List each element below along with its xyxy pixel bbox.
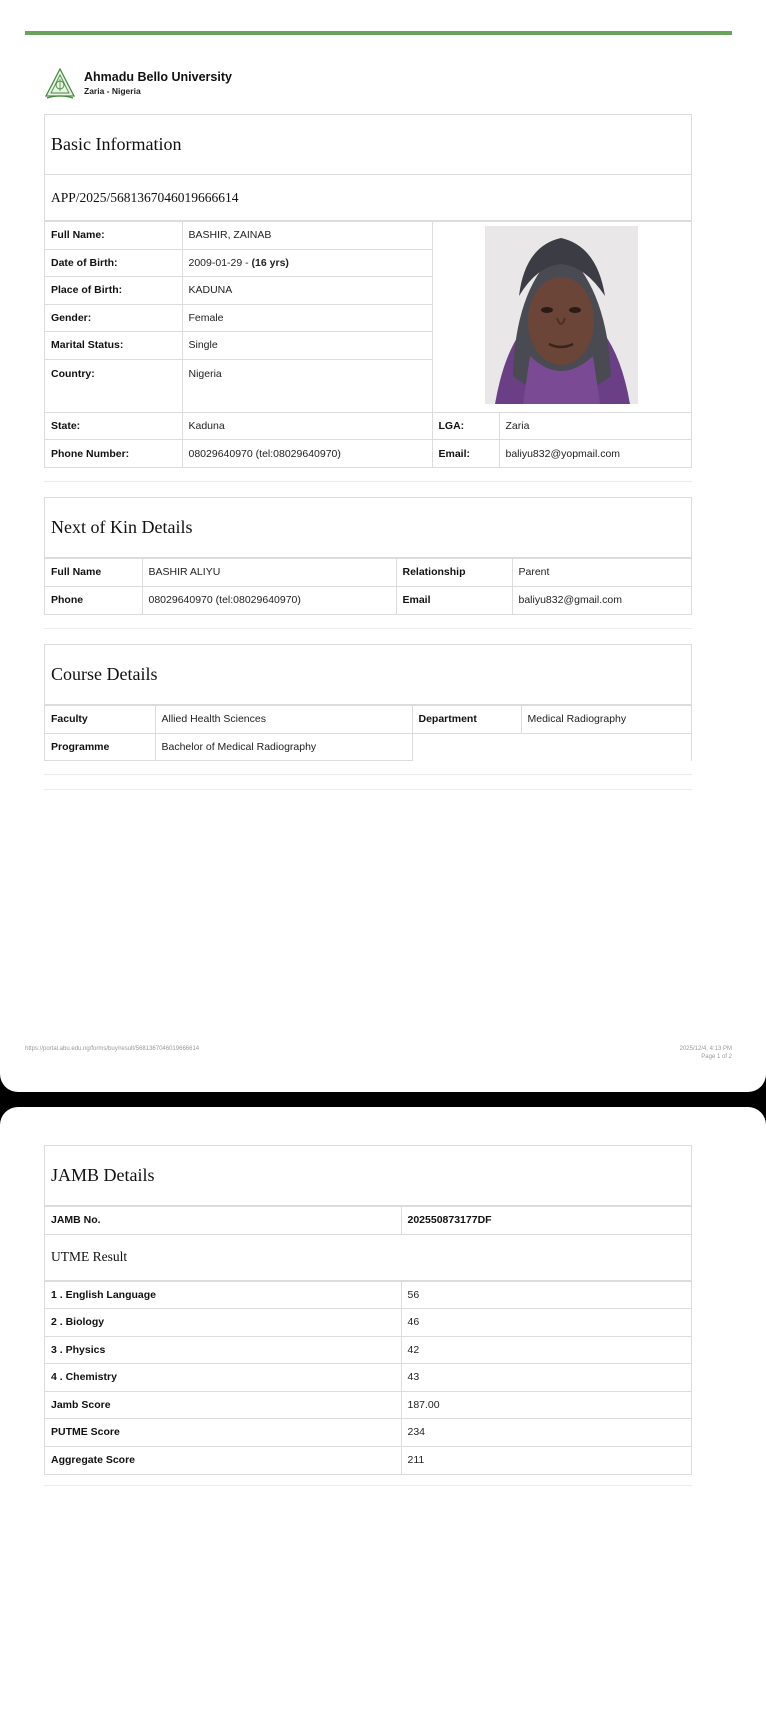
nok-full-name-label: Full Name <box>45 559 142 587</box>
age-value: (16 yrs) <box>251 256 289 269</box>
application-number: APP/2025/5681367046019666614 <box>45 175 691 221</box>
accent-bar <box>25 31 732 35</box>
full-name-label: Full Name: <box>45 222 182 250</box>
email-label: Email: <box>432 440 499 468</box>
subject-label: 4 . Chemistry <box>45 1364 401 1392</box>
divider <box>44 481 692 482</box>
utme-result-heading: UTME Result <box>45 1235 691 1281</box>
next-of-kin-card <box>44 497 692 615</box>
country-label: Country: <box>45 359 182 412</box>
gender-label: Gender: <box>45 304 182 332</box>
nok-relationship-value: Parent <box>512 559 691 587</box>
subject-score: 42 <box>401 1336 691 1364</box>
divider <box>44 789 692 790</box>
lga-value: Zaria <box>499 412 691 440</box>
subject-score: 56 <box>401 1281 691 1309</box>
phone-label: Phone Number: <box>45 440 182 468</box>
marital-status-label: Marital Status: <box>45 332 182 360</box>
nok-relationship-label: Relationship <box>396 559 512 587</box>
gender-value: Female <box>182 304 432 332</box>
footer-url: https://portal.abu.edu.ng/forms/buy/result/5681367046019666614 <box>25 1046 200 1052</box>
nok-full-name-value: BASHIR ALIYU <box>142 559 396 587</box>
table-row <box>45 1364 691 1392</box>
basic-information-heading: Basic Information <box>51 134 182 154</box>
putme-score-value: 234 <box>401 1419 691 1447</box>
table-row <box>45 1309 691 1337</box>
footer-datetime: 2025/12/4, 4:13 PM <box>679 1046 732 1052</box>
jamb-details-card <box>44 1145 692 1475</box>
lga-label: LGA: <box>432 412 499 440</box>
subject-label: 1 . English Language <box>45 1281 401 1309</box>
marital-status-value: Single <box>182 332 432 360</box>
document-page-2 <box>0 1107 766 1726</box>
programme-value: Bachelor of Medical Radiography <box>155 733 412 761</box>
programme-label: Programme <box>45 733 155 761</box>
divider <box>44 628 692 629</box>
subject-score: 46 <box>401 1309 691 1337</box>
phone-value: 08029640970 (tel:08029640970) <box>182 440 432 468</box>
jamb-no-value: 202550873177DF <box>401 1207 691 1235</box>
table-row <box>45 1281 691 1309</box>
jamb-score-label: Jamb Score <box>45 1391 401 1419</box>
next-of-kin-table <box>45 558 691 614</box>
subject-score: 43 <box>401 1364 691 1392</box>
course-details-card <box>44 644 692 761</box>
jamb-no-label: JAMB No. <box>45 1207 401 1235</box>
department-value: Medical Radiography <box>521 706 691 734</box>
course-details-table <box>45 705 691 761</box>
passport-photo <box>485 226 638 404</box>
state-value: Kaduna <box>182 412 432 440</box>
jamb-score-value: 187.00 <box>401 1391 691 1419</box>
dob-label: Date of Birth: <box>45 249 182 277</box>
nok-email-value: baliyu832@gmail.com <box>512 586 691 614</box>
basic-information-table <box>45 221 691 467</box>
next-of-kin-heading: Next of Kin Details <box>51 517 193 537</box>
pob-value: KADUNA <box>182 277 432 305</box>
department-label: Department <box>412 706 521 734</box>
table-row <box>45 1419 691 1447</box>
table-row <box>45 1336 691 1364</box>
divider <box>44 774 692 775</box>
putme-score-label: PUTME Score <box>45 1419 401 1447</box>
email-value: baliyu832@yopmail.com <box>499 440 691 468</box>
divider <box>44 1485 692 1486</box>
utme-result-table <box>45 1281 691 1474</box>
basic-information-card <box>44 114 692 468</box>
faculty-value: Allied Health Sciences <box>155 706 412 734</box>
course-details-heading: Course Details <box>51 664 158 684</box>
state-label: State: <box>45 412 182 440</box>
faculty-label: Faculty <box>45 706 155 734</box>
dob-value: 2009-01-29 - (16 yrs) <box>182 249 432 277</box>
university-name: Ahmadu Bello University <box>84 70 232 84</box>
footer-page-number: Page 1 of 2 <box>701 1054 732 1060</box>
country-value: Nigeria <box>182 359 432 412</box>
subject-label: 2 . Biology <box>45 1309 401 1337</box>
subject-label: 3 . Physics <box>45 1336 401 1364</box>
aggregate-score-value: 211 <box>401 1446 691 1474</box>
jamb-details-heading: JAMB Details <box>51 1165 155 1185</box>
university-header <box>43 67 232 101</box>
pob-label: Place of Birth: <box>45 277 182 305</box>
footer-meta <box>680 1045 732 1061</box>
aggregate-score-label: Aggregate Score <box>45 1446 401 1474</box>
university-location: Zaria - Nigeria <box>84 86 141 96</box>
table-row <box>45 1446 691 1474</box>
abu-crest-icon <box>43 67 77 101</box>
full-name-value: BASHIR, ZAINAB <box>182 222 432 250</box>
nok-email-label: Email <box>396 586 512 614</box>
nok-phone-value: 08029640970 (tel:08029640970) <box>142 586 396 614</box>
table-row <box>45 1391 691 1419</box>
photo-cell <box>432 222 691 413</box>
nok-phone-label: Phone <box>45 586 142 614</box>
